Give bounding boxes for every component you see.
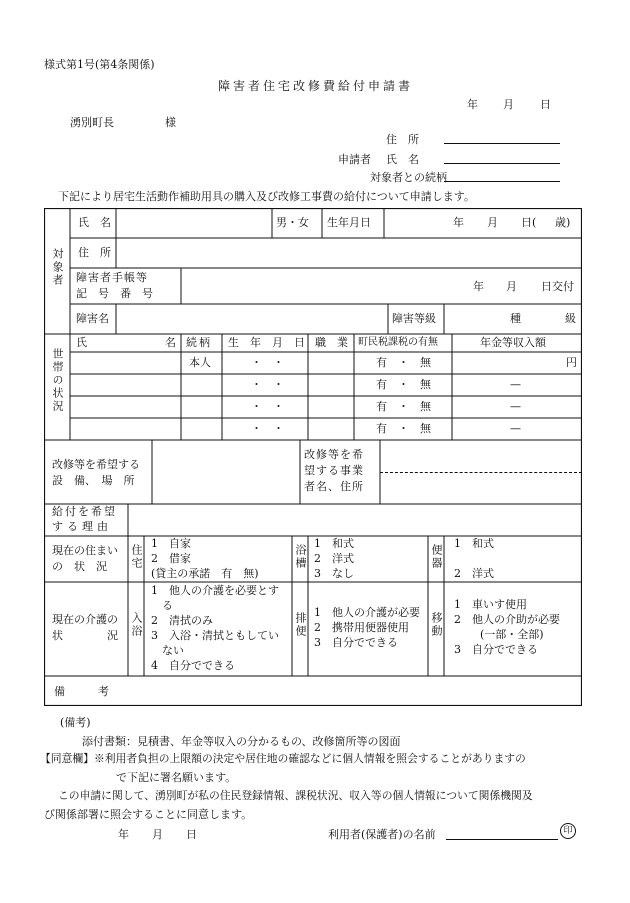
contractor-label-2: 望する事業: [304, 464, 364, 477]
applicant-address-label: 住 所: [386, 133, 419, 146]
care-move-option: (一部・全部): [480, 628, 544, 641]
household-section-label: 世帯の状況: [51, 348, 64, 413]
toilet-type-label: 便器: [430, 544, 443, 570]
row-birth: ・ ・: [251, 422, 284, 435]
seal-mark: 印: [560, 823, 576, 839]
birth-label: 生年月日: [327, 216, 371, 229]
sign-day: 日: [186, 828, 197, 841]
grade-label: 障害等級: [392, 312, 436, 325]
care-move-option[interactable]: 1 車いす使用: [454, 598, 527, 611]
row-tax[interactable]: 有 ・ 無: [376, 378, 431, 391]
row-tax[interactable]: 有 ・ 無: [376, 400, 431, 413]
care-label-1: 現在の介護の: [52, 613, 118, 626]
housing-label-1: 現在の住まい: [52, 544, 118, 557]
care-excretion-option[interactable]: 3 自分でできる: [314, 636, 398, 649]
birth-age: 歳): [555, 216, 571, 229]
care-bath-option: る: [162, 599, 173, 612]
col-job: 職 業: [315, 336, 348, 349]
subject-name-field[interactable]: [118, 210, 270, 236]
sign-label: 利用者(保護者)の名前: [328, 828, 436, 841]
applicant-relation-field[interactable]: [444, 181, 560, 182]
sign-month: 月: [152, 828, 163, 841]
care-move-label: 移動: [430, 612, 443, 638]
care-bath-option: ない: [162, 644, 184, 657]
subject-address-label: 住 所: [78, 246, 111, 259]
facility-label-2: 設 備、 場 所: [52, 474, 135, 487]
date-year: 年: [467, 98, 478, 111]
consent-text-3: この申請に関して、湧別町が私の住民登録情報、課税状況、収入等の個人情報について関係機関及: [58, 789, 533, 802]
issued-year: 年: [473, 280, 484, 293]
care-bath-label: 入浴: [130, 612, 143, 638]
honorific: 様: [165, 116, 176, 129]
row-tax[interactable]: 有 ・ 無: [376, 356, 431, 369]
bath-type-label: 浴槽: [294, 544, 307, 570]
applicant-relation-label: 対象者との続柄: [370, 171, 447, 184]
house-type-label: 住宅: [130, 544, 143, 570]
row-income: 円: [566, 356, 577, 369]
house-option[interactable]: 1 自家: [151, 537, 191, 550]
signature-field[interactable]: [446, 839, 558, 840]
col-name-1: 氏: [76, 336, 87, 349]
contractor-divider: [380, 472, 582, 473]
care-bath-option[interactable]: 1 他人の介護を必要とす: [151, 584, 279, 597]
issued-month: 月: [506, 280, 517, 293]
care-move-option[interactable]: 3 自分でできる: [454, 643, 538, 656]
care-move-option[interactable]: 2 他人の介助が必要: [454, 613, 560, 626]
disability-label: 障害名: [76, 312, 109, 325]
handbook-label-2: 記 号 番 号: [76, 287, 153, 300]
sign-year: 年: [118, 828, 129, 841]
toilet-option[interactable]: 2 洋式: [454, 567, 494, 580]
contractor-label-1: 改修等を希: [304, 448, 364, 461]
col-relation: 続柄: [186, 336, 212, 349]
consent-text-4: び関係部署に照会することに同意します。: [44, 808, 253, 821]
birth-year: 年: [453, 216, 464, 229]
applicant-name-field[interactable]: [444, 163, 560, 164]
row-birth: ・ ・: [251, 378, 284, 391]
reason-label-2: する理由: [52, 520, 112, 533]
addressee: 湧別町長: [70, 116, 114, 129]
sex-choice[interactable]: 男・女: [276, 216, 309, 229]
care-bath-option[interactable]: 2 清拭のみ: [151, 614, 213, 627]
row-birth: ・ ・: [251, 356, 284, 369]
care-excretion-label: 排便: [294, 612, 307, 638]
row-income: —: [510, 400, 521, 413]
grade-level: 級: [565, 312, 576, 325]
col-name-2: 名: [165, 336, 176, 349]
application-form-table: [44, 208, 582, 706]
attachment-text: 添付書類：見積書、年金等収入の分かるもの、改修箇所等の図面: [82, 735, 401, 748]
notes-heading: (備考): [60, 716, 91, 729]
row-income: —: [510, 378, 521, 391]
birth-day: 日(: [521, 216, 537, 229]
grade-type: 種: [510, 312, 521, 325]
intro-text: 下記により居宅生活動作補助用具の購入及び改修工事費の給付について申請します。: [58, 190, 475, 203]
page-title: 障害者住宅改修費給付申請書: [218, 79, 414, 93]
row-tax[interactable]: 有 ・ 無: [376, 422, 431, 435]
col-tax: 町民税課税の有無: [358, 337, 438, 348]
col-income: 年金等収入額: [480, 336, 546, 349]
consent-text-1: 【同意欄】※利用者負担の上限額の決定や居住地の確認などに個人情報を照会することがありますの: [40, 752, 526, 765]
remarks-label: 備 考: [54, 685, 109, 698]
applicant-name-label: 氏 名: [386, 153, 419, 166]
col-birth: 生 年 月 日: [228, 336, 305, 349]
bath-option[interactable]: 2 洋式: [314, 552, 354, 565]
applicant-address-field[interactable]: [444, 143, 560, 144]
care-excretion-option[interactable]: 2 携帯用便器使用: [314, 621, 409, 634]
housing-label-2: の 状 況: [52, 560, 107, 573]
date-day: 日: [540, 98, 551, 111]
subject-name-label: 氏 名: [78, 216, 111, 229]
house-option[interactable]: 2 借家: [151, 552, 191, 565]
consent-text-2: で下記に署名願います。: [116, 771, 237, 784]
row-income: —: [510, 422, 521, 435]
bath-option[interactable]: 3 なし: [314, 567, 354, 580]
subject-section-label: 対象者: [51, 248, 64, 287]
row-birth: ・ ・: [251, 400, 284, 413]
toilet-option[interactable]: 1 和式: [454, 537, 494, 550]
issued-day: 日交付: [541, 280, 574, 293]
facility-label-1: 改修等を希望する: [52, 458, 140, 471]
birth-month: 月: [487, 216, 498, 229]
date-month: 月: [503, 98, 514, 111]
care-excretion-option[interactable]: 1 他人の介護が必要: [314, 606, 420, 619]
contractor-label-3: 者名、住所: [304, 480, 364, 493]
row-relation: 本人: [189, 356, 211, 369]
care-label-2: 状 況: [52, 629, 118, 642]
house-option: (貸主の承諾 有 無): [151, 567, 259, 580]
care-bath-option[interactable]: 3 入浴・清拭ともしてい: [151, 629, 279, 642]
bath-option[interactable]: 1 和式: [314, 537, 354, 550]
form-number: 様式第1号(第4条関係): [44, 58, 155, 71]
applicant-label: 申請者: [338, 153, 371, 166]
care-bath-option[interactable]: 4 自分でできる: [151, 659, 235, 672]
reason-label-1: 給付を希望: [52, 505, 117, 518]
handbook-label-1: 障害者手帳等: [76, 271, 148, 284]
